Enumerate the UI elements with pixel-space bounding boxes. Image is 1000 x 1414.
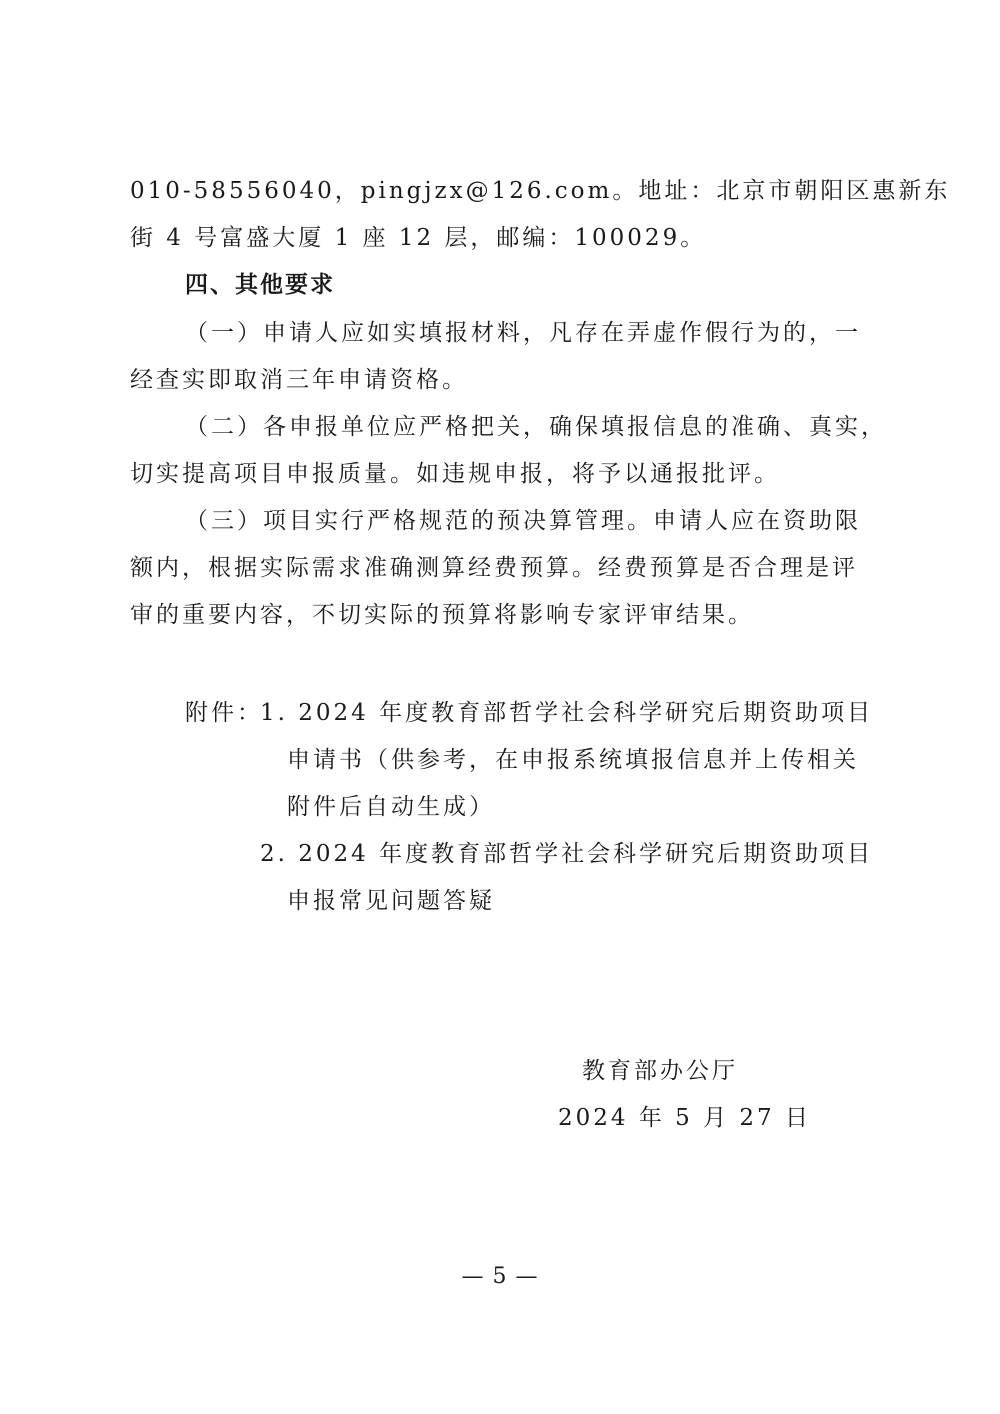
attachments-label: 附件： [185, 700, 263, 726]
issue-date: 2024 年 5 月 27 日 [558, 1105, 811, 1131]
item-1-line-2: 经查实即取消三年申请资格。 [130, 367, 468, 393]
issuer-name: 教育部办公厅 [582, 1058, 738, 1084]
contact-line-2: 街 4 号富盛大厦 1 座 12 层，邮编：100029。 [130, 225, 707, 251]
attachment-1-line-3: 附件后自动生成） [287, 794, 495, 820]
section-heading: 四、其他要求 [185, 272, 335, 298]
attachment-1-line-2: 申请书（供参考，在申报系统填报信息并上传相关 [287, 747, 859, 773]
item-2-line-2: 切实提高项目申报质量。如违规申报，将予以通报批评。 [130, 461, 780, 487]
item-3-line-2: 额内，根据实际需求准确测算经费预算。经费预算是否合理是评 [130, 555, 858, 581]
item-2-line-1: （二）各申报单位应严格把关，确保填报信息的准确、真实， [185, 414, 887, 440]
contact-line-1: 010-58556040，pingjzx@126.com。地址：北京市朝阳区惠新东 [130, 178, 951, 204]
item-3-line-3: 审的重要内容，不切实际的预算将影响专家评审结果。 [130, 602, 754, 628]
attachment-1-line-1: 1. 2024 年度教育部哲学社会科学研究后期资助项目 [260, 700, 874, 726]
page-number: — 5 — [461, 1264, 539, 1289]
attachment-2-line-1: 2. 2024 年度教育部哲学社会科学研究后期资助项目 [260, 841, 874, 867]
item-1-line-1: （一）申请人应如实填报材料，凡存在弄虚作假行为的，一 [185, 320, 861, 346]
attachment-2-line-2: 申报常见问题答疑 [287, 888, 495, 914]
item-3-line-1: （三）项目实行严格规范的预决算管理。申请人应在资助限 [185, 508, 861, 534]
